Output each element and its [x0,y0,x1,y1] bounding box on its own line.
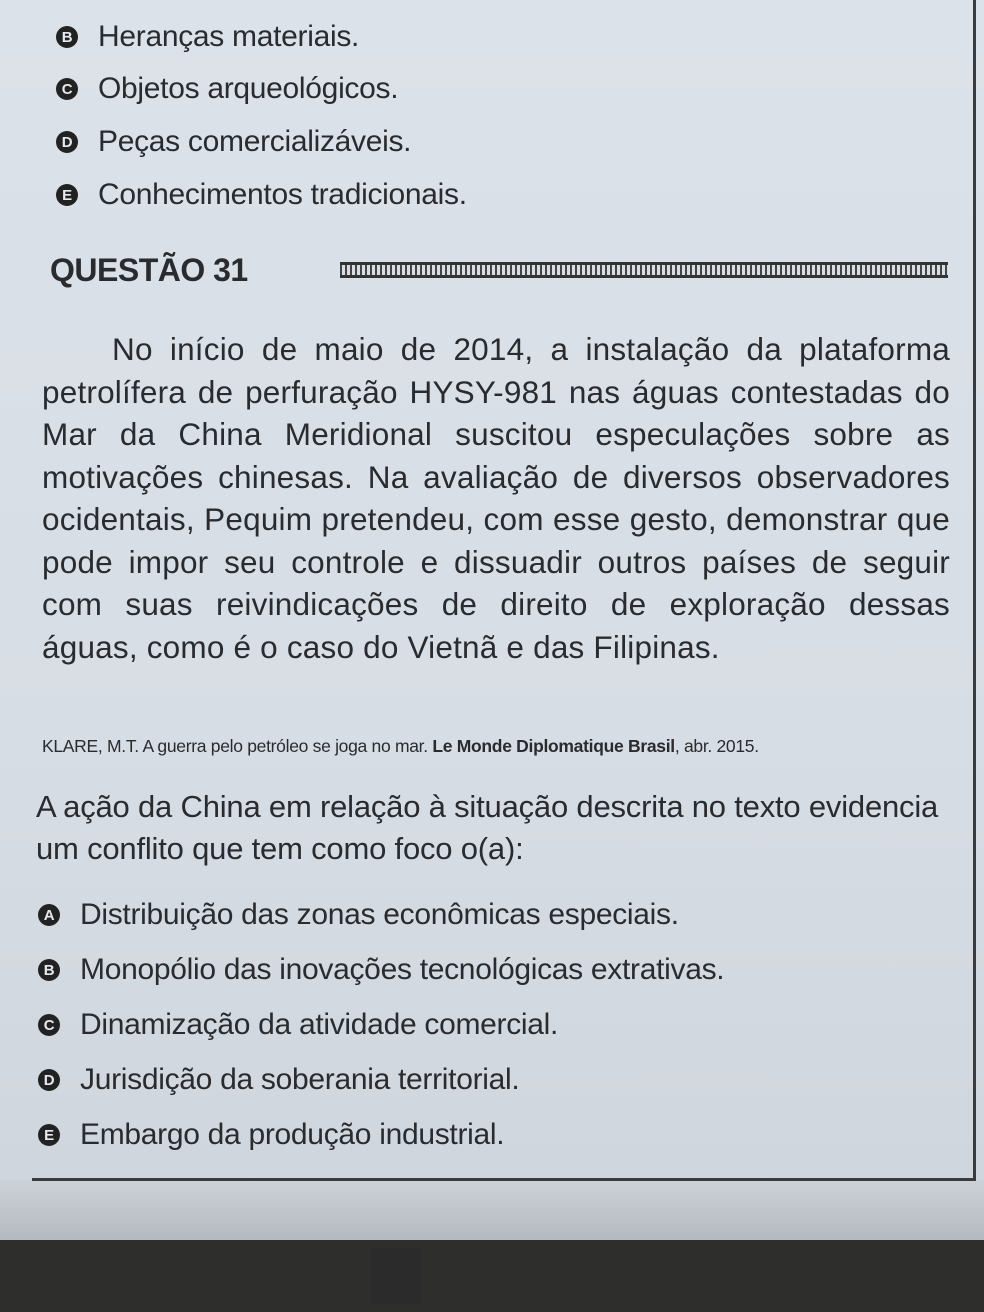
option-letter-badge: E [56,184,78,206]
prev-option-b [56,20,359,54]
option-letter-badge: C [38,1014,60,1036]
question-title: QUESTÃO 31 [50,252,248,288]
option-letter-badge: D [56,131,78,153]
option-text: Embargo da produção industrial. [80,1118,505,1151]
background-surface [0,1240,984,1312]
option-a[interactable] [38,898,679,932]
option-letter-badge: B [38,959,60,981]
option-letter-badge: C [56,78,78,100]
prev-option-c [56,72,398,106]
option-text: Conhecimentos tradicionais. [98,178,467,211]
citation-source: Le Monde Diplomatique Brasil [432,736,675,756]
option-e[interactable] [38,1118,504,1152]
option-letter-badge: B [56,26,78,48]
question-stem: A ação da China em relação à situação descrita no texto evidencia um conflito que tem como foco o(a): [36,789,939,866]
option-text: Monopólio das inovações tecnológicas extrativas. [80,953,725,986]
citation-date: , abr. 2015. [674,736,759,756]
option-text: Dinamização da atividade comercial. [80,1008,559,1041]
option-c[interactable] [38,1008,558,1042]
option-d[interactable] [38,1063,519,1097]
question-text: No início de maio de 2014, a instalação da plataforma petrolífera de perfuração HYSY-981 nas águas contestadas do Mar da China Meridional suscitou especulações sobre as motivações chinesas. Na avaliação de diversos observadores ocidentais, Pequim pretendeu, com esse gesto, demonstrar que pode impor seu controle e dissuadir outros países de seguir com suas reivindicações de direito de exploração dessas águas, como é o caso do Vietnã e das Filipinas. [42,331,950,665]
column-divider [973,0,976,1180]
option-letter-badge: E [38,1124,60,1146]
option-text: Jurisdição da soberania territorial. [80,1063,520,1096]
registration-mark [370,1248,422,1304]
prev-option-e [56,178,467,212]
option-letter-badge: D [38,1069,60,1091]
option-b[interactable] [38,953,724,987]
title-rule [340,262,948,278]
option-text: Distribuição das zonas econômicas especiais. [80,898,679,931]
section-divider [32,1178,976,1181]
citation [42,736,759,757]
option-text: Heranças materiais. [98,20,360,53]
option-letter-badge: A [38,904,60,926]
option-text: Peças comercializáveis. [98,125,412,158]
citation-author-title: KLARE, M.T. A guerra pelo petróleo se joga no mar. [42,736,428,756]
prev-option-d [56,125,411,159]
option-text: Objetos arqueológicos. [98,72,399,105]
